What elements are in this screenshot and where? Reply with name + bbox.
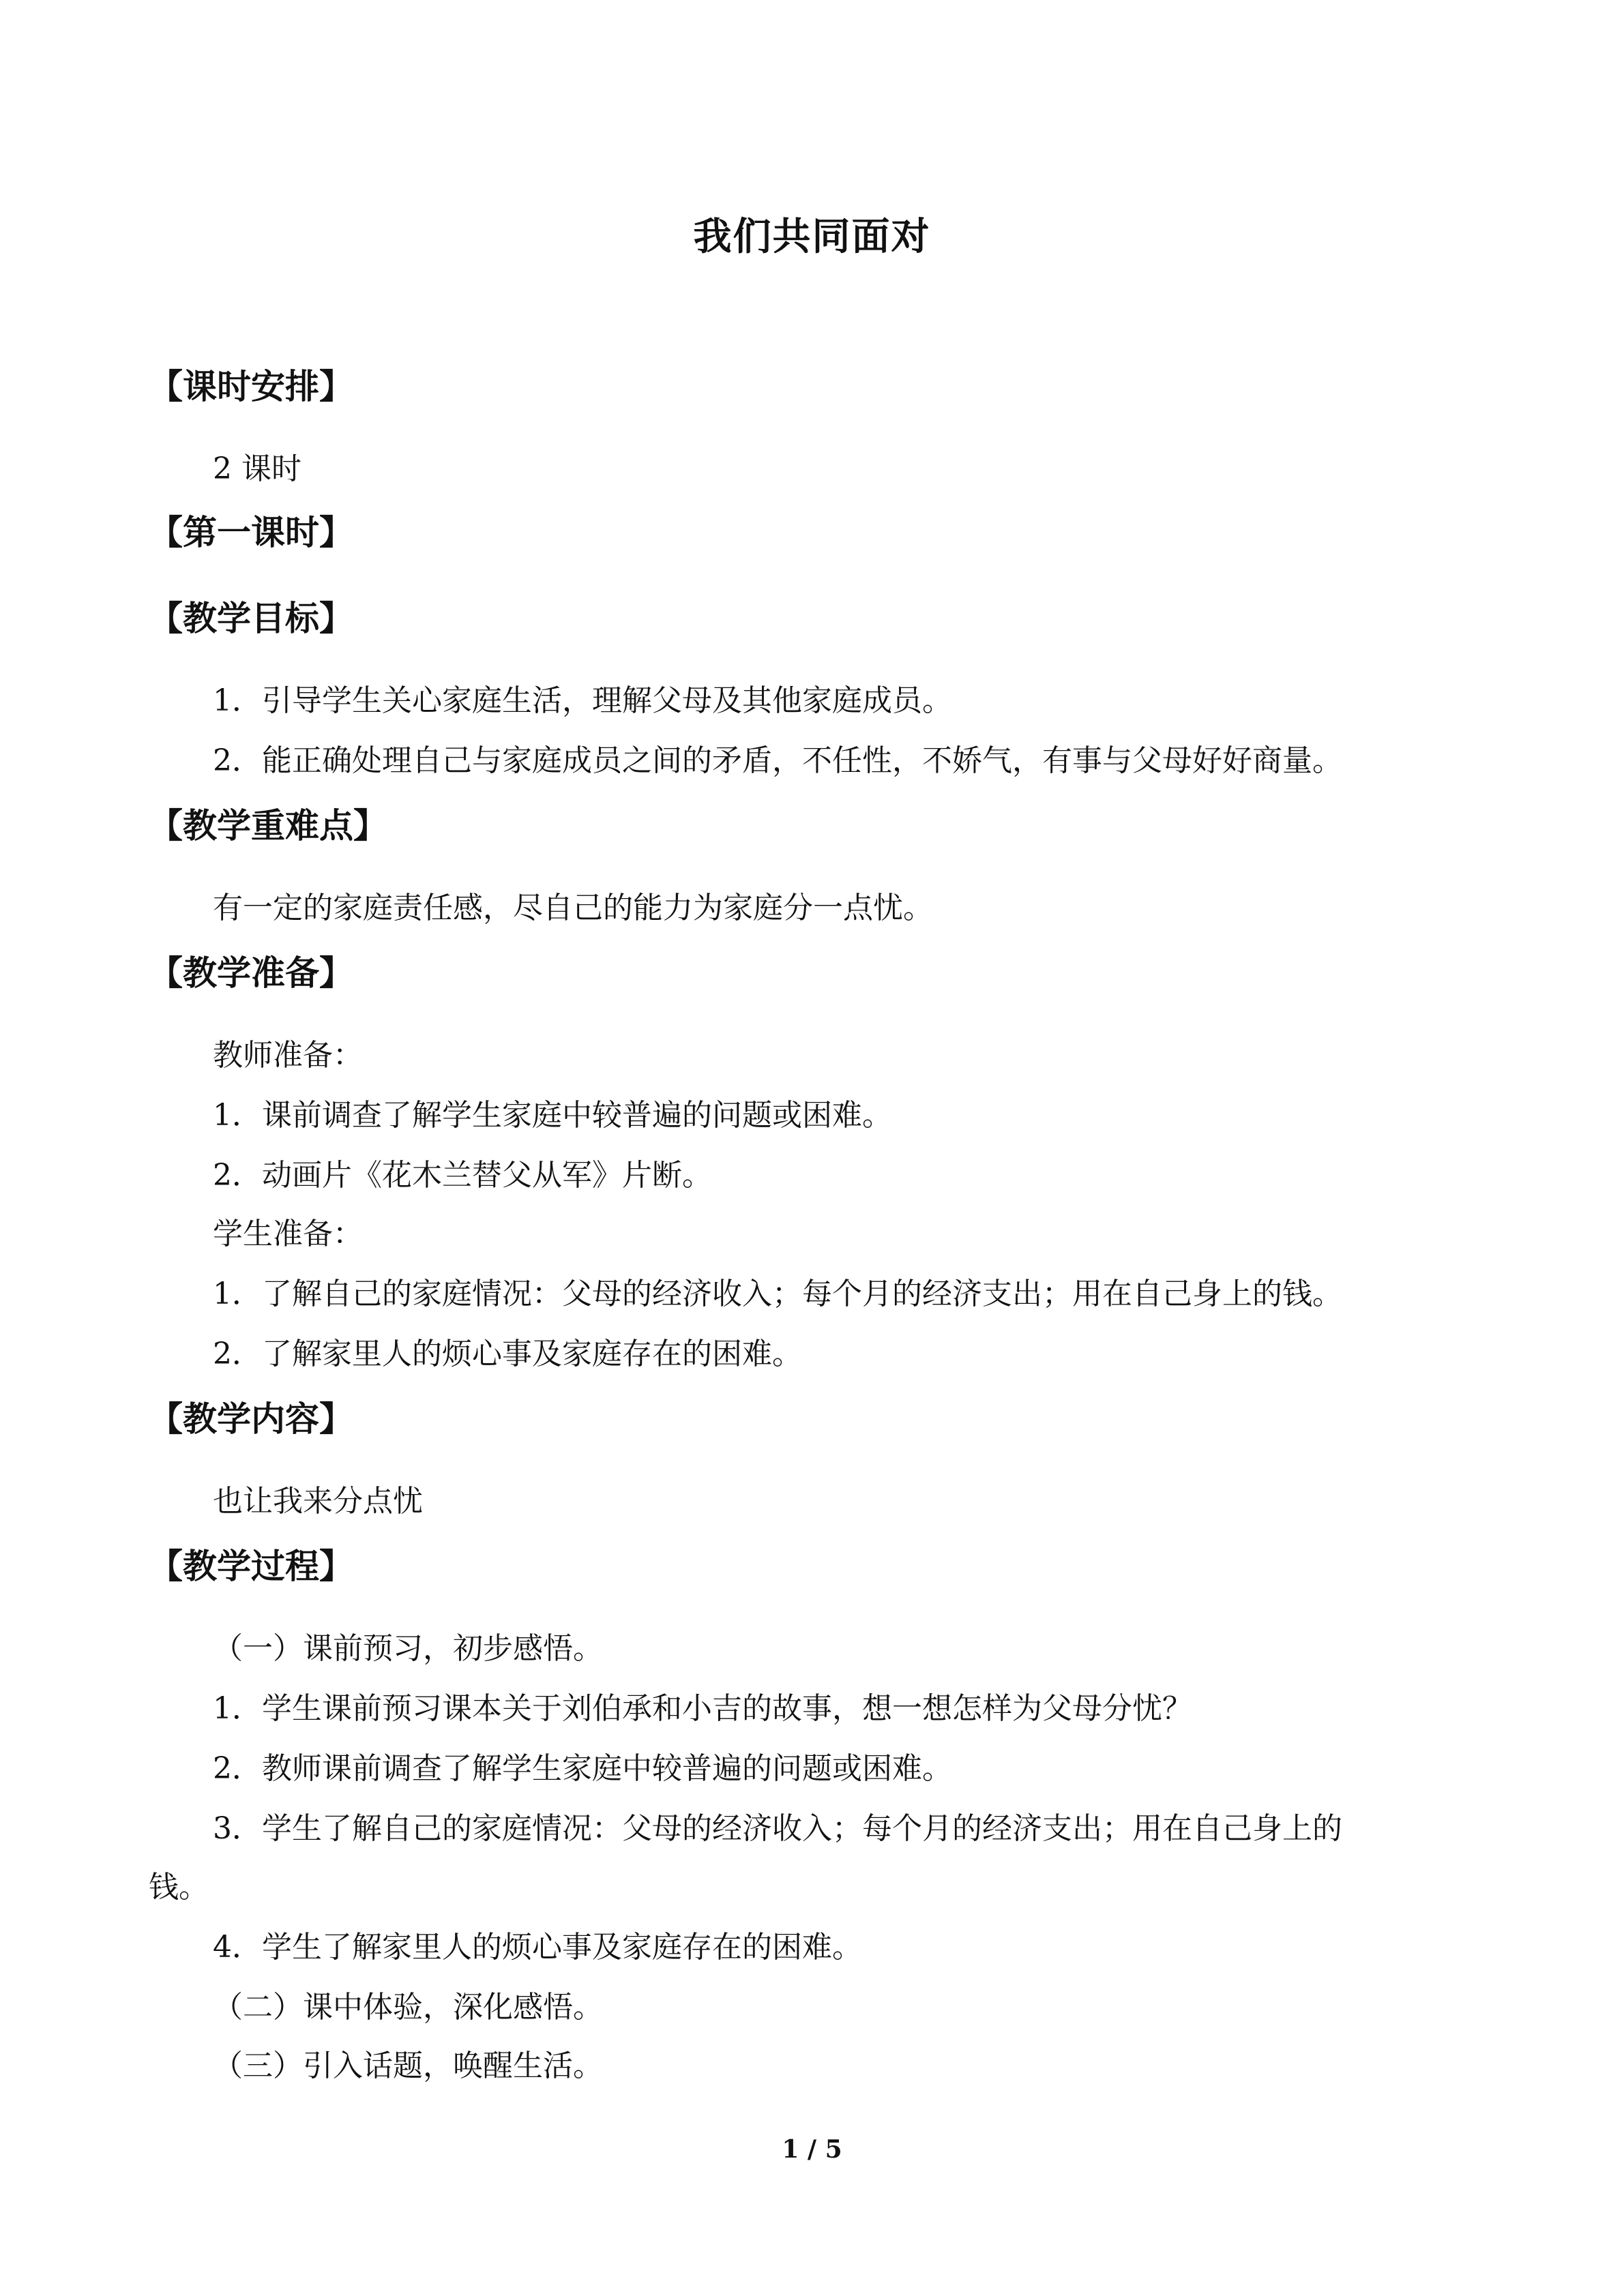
process-item: 2．教师课前调查了解学生家庭中较普遍的问题或困难。 xyxy=(213,1751,952,1786)
goal-item: 1．引导学生关心家庭生活，理解父母及其他家庭成员。 xyxy=(213,683,952,718)
teacher-prep-item: 2．动画片《花木兰替父从军》片断。 xyxy=(213,1158,712,1193)
process-item-continuation: 钱。 xyxy=(149,1870,209,1905)
content-heading: 【教学内容】 xyxy=(149,1399,353,1439)
page-number: 1 / 5 xyxy=(782,2135,842,2164)
process-item: 4．学生了解家里人的烦心事及家庭存在的困难。 xyxy=(213,1930,862,1965)
process-item: 1．学生课前预习课本关于刘伯承和小吉的故事，想一想怎样为父母分忧？ xyxy=(213,1691,1192,1726)
process-step-title: （三）引入话题，唤醒生活。 xyxy=(213,2048,603,2083)
document-title: 我们共同面对 xyxy=(693,215,931,259)
process-heading: 【教学过程】 xyxy=(149,1547,353,1586)
schedule-heading: 【课时安排】 xyxy=(149,367,353,406)
student-prep-item: 2．了解家里人的烦心事及家庭存在的困难。 xyxy=(213,1337,802,1371)
goals-heading: 【教学目标】 xyxy=(149,599,353,638)
schedule-text: 2 课时 xyxy=(213,451,301,486)
teacher-prep-item: 1．课前调查了解学生家庭中较普遍的问题或困难。 xyxy=(213,1098,892,1133)
process-step-title: （一）课前预习，初步感悟。 xyxy=(213,1631,603,1666)
goal-item: 2．能正确处理自己与家庭成员之间的矛盾，不任性，不娇气，有事与父母好好商量。 xyxy=(213,743,1342,778)
process-item: 3．学生了解自己的家庭情况：父母的经济收入；每个月的经济支出；用在自己身上的 xyxy=(213,1811,1342,1846)
process-step-title: （二）课中体验，深化感悟。 xyxy=(213,1990,603,2025)
preparation-heading: 【教学准备】 xyxy=(149,953,353,993)
teacher-prep-label: 教师准备： xyxy=(213,1038,363,1073)
student-prep-label: 学生准备： xyxy=(213,1217,363,1251)
student-prep-item: 1．了解自己的家庭情况：父母的经济收入；每个月的经济支出；用在自己身上的钱。 xyxy=(213,1277,1342,1311)
content-text: 也让我来分点忧 xyxy=(213,1484,423,1519)
key-points-text: 有一定的家庭责任感，尽自己的能力为家庭分一点忧。 xyxy=(213,891,933,925)
key-points-heading: 【教学重难点】 xyxy=(149,806,387,846)
lesson-heading: 【第一课时】 xyxy=(149,513,353,552)
